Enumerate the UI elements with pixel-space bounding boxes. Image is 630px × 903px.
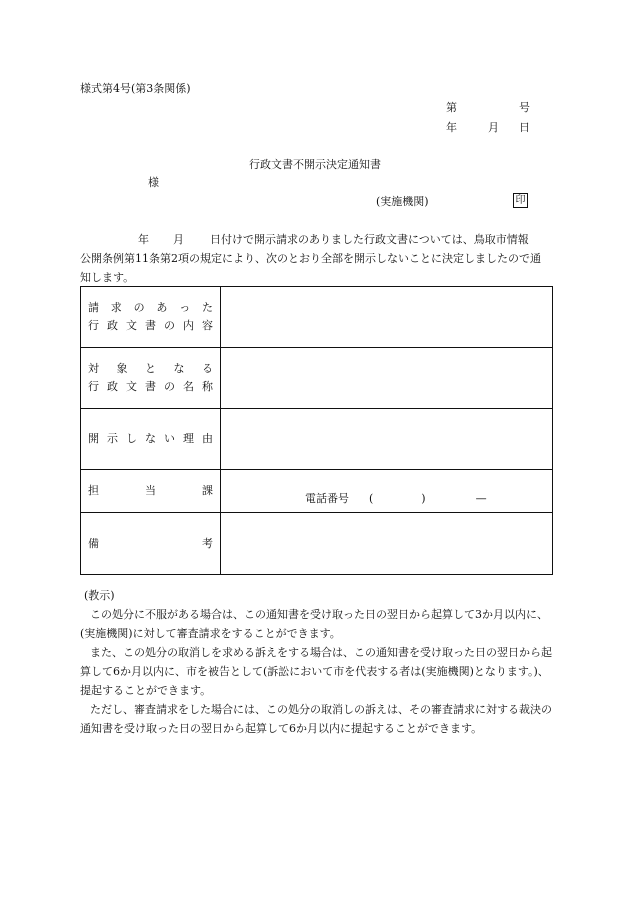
label-char: 称 bbox=[202, 380, 213, 393]
label-char: 開 bbox=[88, 432, 99, 445]
phone-close-paren: ) bbox=[421, 492, 426, 505]
intro-paragraph bbox=[80, 230, 550, 287]
phone-open-paren: ( bbox=[369, 492, 374, 505]
label-char: 求 bbox=[110, 301, 122, 314]
label-char: た bbox=[201, 301, 213, 314]
notice-table bbox=[80, 286, 553, 575]
target-documents-field bbox=[221, 348, 553, 409]
responsible-section-field bbox=[221, 470, 553, 513]
phone-label: 電話番号 bbox=[305, 492, 349, 505]
intro-rest: 公開条例第11条第2項の規定により、次のとおり全部を開示しないことに決定しましたので通知します。 bbox=[80, 252, 541, 284]
form-number-label: 様式第4号(第3条関係) bbox=[80, 82, 191, 95]
label-char: 象 bbox=[116, 362, 128, 375]
target-documents-label bbox=[81, 348, 221, 409]
intro-year: 年 bbox=[138, 233, 149, 246]
label-char: 示 bbox=[107, 432, 118, 445]
addressee-suffix: 様 bbox=[148, 176, 159, 189]
label-char: 当 bbox=[145, 484, 156, 497]
table-row bbox=[81, 513, 553, 575]
intro-line1: 日付けで開示請求のありました行政文書については、鳥取市情報 bbox=[210, 233, 529, 246]
responsible-section-label bbox=[81, 470, 221, 513]
label-char: 課 bbox=[202, 484, 213, 497]
date-month: 月 bbox=[488, 121, 499, 134]
notes-paragraph-2: また、この処分の取消しを求める訴えをする場合は、この通知書を受け取った日の翌日から起算して6か月以内に、市を被告として(訴訟において市を代表する者は(実施機関)となります。)、提起することができます。 bbox=[80, 646, 552, 697]
document-number-line bbox=[446, 101, 530, 114]
label-char: と bbox=[145, 362, 156, 375]
nondisclosure-reason-label bbox=[81, 409, 221, 470]
label-char: 考 bbox=[202, 536, 213, 550]
table-row bbox=[81, 470, 553, 513]
label-char: る bbox=[202, 362, 213, 375]
document-title: 行政文書不開示決定通知書 bbox=[249, 158, 381, 171]
label-char: 理 bbox=[183, 432, 194, 445]
date-day: 日 bbox=[519, 121, 530, 134]
label-char: 内 bbox=[183, 319, 194, 332]
label-char: い bbox=[164, 432, 175, 445]
label-char: 書 bbox=[145, 380, 156, 393]
number-prefix: 第 bbox=[446, 101, 457, 114]
label-char: の bbox=[164, 319, 175, 332]
label-char: っ bbox=[179, 301, 191, 314]
table-row bbox=[81, 409, 553, 470]
label-char: 担 bbox=[88, 484, 99, 497]
instruction-notes bbox=[80, 586, 554, 738]
number-suffix: 号 bbox=[519, 101, 530, 114]
label-char: 行 bbox=[88, 380, 99, 393]
requested-documents-label bbox=[81, 287, 221, 348]
phone-dash: — bbox=[475, 492, 487, 505]
label-char: な bbox=[145, 432, 156, 445]
label-char: 政 bbox=[107, 319, 118, 332]
label-char: 由 bbox=[202, 432, 213, 445]
label-char: の bbox=[133, 301, 145, 314]
label-char: 行 bbox=[88, 319, 99, 332]
table-row bbox=[81, 287, 553, 348]
label-char: な bbox=[173, 362, 185, 375]
label-char: 対 bbox=[88, 362, 99, 375]
label-char: 容 bbox=[202, 319, 213, 332]
label-char: 備 bbox=[88, 536, 99, 550]
label-char: 文 bbox=[126, 380, 137, 393]
requested-documents-field bbox=[221, 287, 553, 348]
notes-heading: (教示) bbox=[84, 589, 115, 602]
remarks-label bbox=[81, 513, 221, 575]
label-char: 請 bbox=[88, 301, 99, 314]
seal-mark: 印 bbox=[513, 193, 528, 208]
implementing-agency: (実施機関) bbox=[376, 195, 429, 208]
notes-paragraph-3: ただし、審査請求をした場合には、この処分の取消しの訴えは、その審査請求に対する裁決の通知書を受け取った日の翌日から起算して6か月以内に提起することができます。 bbox=[80, 703, 552, 735]
label-char: し bbox=[126, 432, 137, 445]
intro-month: 月 bbox=[173, 233, 184, 246]
label-char: 政 bbox=[107, 380, 118, 393]
phone-number-line bbox=[305, 490, 487, 506]
label-char: 文 bbox=[126, 319, 137, 332]
notes-paragraph-1: この処分に不服がある場合は、この通知書を受け取った日の翌日から起算して3か月以内に、(実施機関)に対して審査請求をすることができます。 bbox=[80, 608, 548, 640]
date-year: 年 bbox=[446, 121, 457, 134]
label-char: 名 bbox=[183, 380, 194, 393]
nondisclosure-reason-field bbox=[221, 409, 553, 470]
label-char: の bbox=[164, 380, 175, 393]
remarks-field bbox=[221, 513, 553, 575]
label-char: あ bbox=[156, 301, 168, 314]
table-row bbox=[81, 348, 553, 409]
label-char: 書 bbox=[145, 319, 156, 332]
